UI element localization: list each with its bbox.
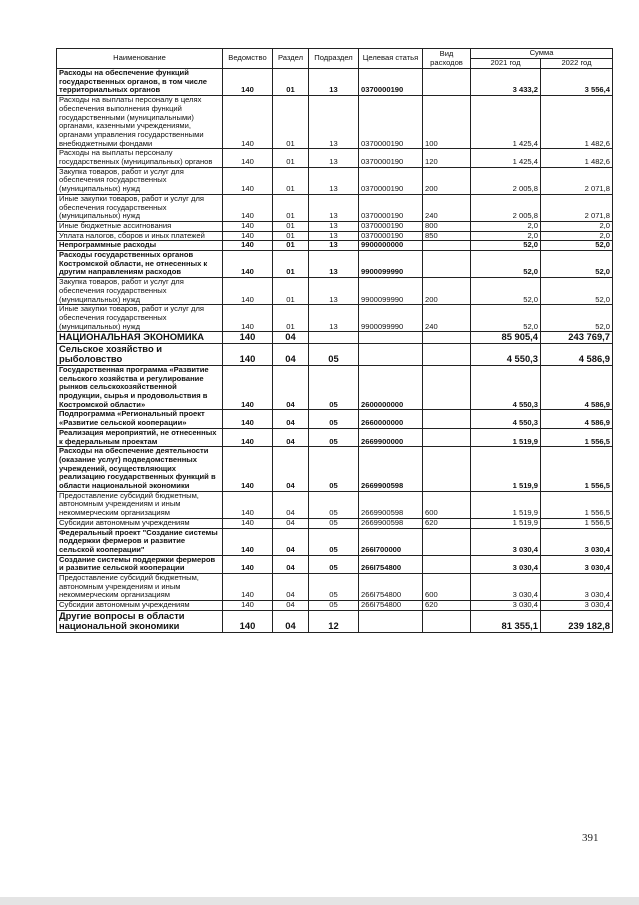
cell-expense-type — [423, 69, 471, 96]
cell-section: 04 — [273, 610, 309, 632]
cell-expense-type — [423, 365, 471, 410]
cell-sum-2021: 52,0 — [471, 278, 541, 305]
cell-sum-2022: 1 556,5 — [541, 447, 613, 492]
header-name: Наименование — [57, 49, 223, 69]
cell-name: Уплата налогов, сборов и иных платежей — [57, 231, 223, 241]
cell-sum-2022: 52,0 — [541, 305, 613, 332]
cell-target-article: 2600000000 — [359, 365, 423, 410]
cell-department: 140 — [223, 231, 273, 241]
cell-name: Закупка товаров, работ и услуг для обеспечения государственных (муниципальных) нужд — [57, 278, 223, 305]
cell-sum-2022: 4 586,9 — [541, 343, 613, 365]
table-row — [57, 555, 613, 573]
cell-expense-type: 240 — [423, 305, 471, 332]
cell-name: Предоставление субсидий бюджетным, автономным учреждениям и иным некоммерческим организациям — [57, 574, 223, 601]
budget-table-container — [56, 48, 612, 633]
cell-target-article — [359, 332, 423, 344]
cell-section: 01 — [273, 231, 309, 241]
cell-target-article: 9900099990 — [359, 251, 423, 278]
cell-name: Подпрограмма «Региональный проект «Развитие сельской кооперации» — [57, 410, 223, 428]
table-row — [57, 518, 613, 528]
cell-name: Расходы государственных органов Костромской области, не отнесенных к другим направлениям расходов — [57, 251, 223, 278]
cell-expense-type: 850 — [423, 231, 471, 241]
table-row — [57, 231, 613, 241]
cell-sum-2022: 4 586,9 — [541, 365, 613, 410]
cell-subsection: 05 — [309, 528, 359, 555]
cell-department: 140 — [223, 167, 273, 194]
cell-department: 140 — [223, 305, 273, 332]
cell-subsection: 13 — [309, 278, 359, 305]
cell-section: 01 — [273, 194, 309, 221]
cell-expense-type: 600 — [423, 574, 471, 601]
cell-sum-2021: 2 005,8 — [471, 167, 541, 194]
cell-section: 04 — [273, 428, 309, 446]
header-section: Раздел — [273, 49, 309, 69]
cell-expense-type — [423, 528, 471, 555]
table-header — [57, 49, 613, 69]
cell-target-article: 2669900598 — [359, 518, 423, 528]
table-row — [57, 149, 613, 167]
cell-target-article: 2669900598 — [359, 447, 423, 492]
cell-section: 04 — [273, 365, 309, 410]
cell-sum-2021: 3 030,4 — [471, 528, 541, 555]
cell-subsection: 05 — [309, 447, 359, 492]
cell-target-article: 0370000190 — [359, 149, 423, 167]
cell-department: 140 — [223, 251, 273, 278]
cell-target-article: 9900000000 — [359, 241, 423, 251]
cell-sum-2022: 239 182,8 — [541, 610, 613, 632]
table-row — [57, 447, 613, 492]
cell-department: 140 — [223, 528, 273, 555]
header-sum: Сумма — [471, 49, 613, 59]
cell-section: 04 — [273, 574, 309, 601]
cell-subsection: 05 — [309, 491, 359, 518]
page-number: 391 — [582, 832, 599, 844]
cell-section: 01 — [273, 96, 309, 149]
cell-subsection: 12 — [309, 610, 359, 632]
cell-section: 04 — [273, 447, 309, 492]
cell-target-article: 2669900598 — [359, 491, 423, 518]
table-row — [57, 194, 613, 221]
cell-department: 140 — [223, 491, 273, 518]
cell-department: 140 — [223, 610, 273, 632]
table-row — [57, 601, 613, 611]
cell-department: 140 — [223, 221, 273, 231]
cell-target-article: 266I754800 — [359, 555, 423, 573]
cell-sum-2021: 1 425,4 — [471, 149, 541, 167]
cell-target-article: 2669900000 — [359, 428, 423, 446]
table-row — [57, 491, 613, 518]
cell-sum-2021: 3 030,4 — [471, 574, 541, 601]
cell-subsection — [309, 332, 359, 344]
cell-expense-type — [423, 410, 471, 428]
scan-edge-shade — [0, 897, 639, 905]
cell-name: Предоставление субсидий бюджетным, автономным учреждениям и иным некоммерческим организациям — [57, 491, 223, 518]
cell-expense-type: 120 — [423, 149, 471, 167]
cell-target-article: 0370000190 — [359, 231, 423, 241]
cell-target-article — [359, 343, 423, 365]
cell-department: 140 — [223, 194, 273, 221]
cell-department: 140 — [223, 428, 273, 446]
table-row — [57, 278, 613, 305]
cell-name: НАЦИОНАЛЬНАЯ ЭКОНОМИКА — [57, 332, 223, 344]
cell-target-article: 0370000190 — [359, 221, 423, 231]
header-year-2022: 2022 год — [541, 59, 613, 69]
cell-sum-2022: 52,0 — [541, 278, 613, 305]
cell-name: Расходы на выплаты персоналу государственных (муниципальных) органов — [57, 149, 223, 167]
cell-sum-2021: 2,0 — [471, 231, 541, 241]
table-row — [57, 241, 613, 251]
cell-sum-2022: 2 071,8 — [541, 167, 613, 194]
header-target-article: Целевая статья — [359, 49, 423, 69]
cell-name: Федеральный проект "Создание системы поддержки фермеров и развитие сельской кооперации" — [57, 528, 223, 555]
cell-section: 04 — [273, 410, 309, 428]
cell-department: 140 — [223, 96, 273, 149]
cell-section: 01 — [273, 241, 309, 251]
cell-sum-2021: 4 550,3 — [471, 410, 541, 428]
cell-department: 140 — [223, 332, 273, 344]
cell-name: Иные закупки товаров, работ и услуг для обеспечения государственных (муниципальных) нужд — [57, 194, 223, 221]
cell-sum-2021: 2 005,8 — [471, 194, 541, 221]
table-row — [57, 343, 613, 365]
cell-sum-2022: 3 030,4 — [541, 601, 613, 611]
cell-subsection: 05 — [309, 518, 359, 528]
cell-target-article: 0370000190 — [359, 96, 423, 149]
cell-sum-2021: 52,0 — [471, 305, 541, 332]
cell-sum-2021: 1 519,9 — [471, 491, 541, 518]
cell-name: Иные бюджетные ассигнования — [57, 221, 223, 231]
cell-expense-type: 620 — [423, 601, 471, 611]
cell-subsection: 05 — [309, 428, 359, 446]
cell-sum-2021: 3 433,2 — [471, 69, 541, 96]
cell-name: Реализация мероприятий, не отнесенных к федеральным проектам — [57, 428, 223, 446]
cell-sum-2022: 3 030,4 — [541, 528, 613, 555]
table-row — [57, 96, 613, 149]
cell-expense-type: 200 — [423, 278, 471, 305]
table-row — [57, 251, 613, 278]
cell-target-article: 2660000000 — [359, 410, 423, 428]
table-row — [57, 428, 613, 446]
cell-subsection: 05 — [309, 555, 359, 573]
table-row — [57, 332, 613, 344]
cell-sum-2022: 52,0 — [541, 251, 613, 278]
cell-name: Сельское хозяйство и рыболовство — [57, 343, 223, 365]
header-expense-type: Вид расходов — [423, 49, 471, 69]
cell-expense-type — [423, 343, 471, 365]
cell-subsection: 05 — [309, 601, 359, 611]
table-row — [57, 410, 613, 428]
cell-department: 140 — [223, 278, 273, 305]
cell-target-article: 9900099990 — [359, 278, 423, 305]
table-row — [57, 69, 613, 96]
cell-section: 04 — [273, 601, 309, 611]
cell-sum-2022: 2 071,8 — [541, 194, 613, 221]
cell-target-article — [359, 610, 423, 632]
header-department: Ведомство — [223, 49, 273, 69]
cell-section: 01 — [273, 167, 309, 194]
cell-expense-type — [423, 332, 471, 344]
cell-sum-2021: 4 550,3 — [471, 343, 541, 365]
cell-department: 140 — [223, 69, 273, 96]
cell-subsection: 13 — [309, 231, 359, 241]
cell-expense-type: 600 — [423, 491, 471, 518]
cell-sum-2022: 1 482,6 — [541, 149, 613, 167]
cell-sum-2021: 2,0 — [471, 221, 541, 231]
cell-department: 140 — [223, 447, 273, 492]
cell-expense-type — [423, 610, 471, 632]
cell-expense-type — [423, 241, 471, 251]
cell-sum-2022: 3 030,4 — [541, 555, 613, 573]
cell-expense-type — [423, 428, 471, 446]
cell-sum-2021: 3 030,4 — [471, 555, 541, 573]
cell-sum-2022: 1 482,6 — [541, 96, 613, 149]
cell-department: 140 — [223, 555, 273, 573]
cell-section: 01 — [273, 305, 309, 332]
cell-expense-type: 620 — [423, 518, 471, 528]
cell-sum-2021: 1 519,9 — [471, 447, 541, 492]
cell-target-article: 266I700000 — [359, 528, 423, 555]
header-subsection: Подраздел — [309, 49, 359, 69]
cell-name: Создание системы поддержки фермеров и развитие сельской кооперации — [57, 555, 223, 573]
table-row — [57, 305, 613, 332]
cell-sum-2022: 1 556,5 — [541, 491, 613, 518]
cell-expense-type — [423, 251, 471, 278]
cell-name: Субсидии автономным учреждениям — [57, 518, 223, 528]
cell-expense-type: 240 — [423, 194, 471, 221]
cell-name: Другие вопросы в области национальной экономики — [57, 610, 223, 632]
cell-section: 04 — [273, 332, 309, 344]
cell-sum-2022: 3 030,4 — [541, 574, 613, 601]
cell-subsection: 05 — [309, 574, 359, 601]
table-row — [57, 610, 613, 632]
cell-section: 01 — [273, 221, 309, 231]
cell-department: 140 — [223, 343, 273, 365]
cell-expense-type: 100 — [423, 96, 471, 149]
cell-subsection: 13 — [309, 251, 359, 278]
cell-sum-2022: 4 586,9 — [541, 410, 613, 428]
cell-subsection: 13 — [309, 241, 359, 251]
cell-sum-2022: 2,0 — [541, 231, 613, 241]
cell-name: Закупка товаров, работ и услуг для обеспечения государственных (муниципальных) нужд — [57, 167, 223, 194]
cell-section: 04 — [273, 491, 309, 518]
cell-section: 04 — [273, 343, 309, 365]
cell-subsection: 13 — [309, 167, 359, 194]
cell-department: 140 — [223, 518, 273, 528]
cell-section: 04 — [273, 518, 309, 528]
cell-department: 140 — [223, 241, 273, 251]
cell-sum-2022: 2,0 — [541, 221, 613, 231]
cell-department: 140 — [223, 410, 273, 428]
cell-target-article: 9900099990 — [359, 305, 423, 332]
cell-sum-2022: 52,0 — [541, 241, 613, 251]
table-row — [57, 167, 613, 194]
cell-section: 04 — [273, 555, 309, 573]
cell-sum-2022: 3 556,4 — [541, 69, 613, 96]
cell-sum-2021: 3 030,4 — [471, 601, 541, 611]
cell-subsection: 13 — [309, 149, 359, 167]
cell-name: Иные закупки товаров, работ и услуг для обеспечения государственных (муниципальных) нужд — [57, 305, 223, 332]
cell-sum-2021: 81 355,1 — [471, 610, 541, 632]
cell-subsection: 13 — [309, 194, 359, 221]
cell-department: 140 — [223, 574, 273, 601]
cell-department: 140 — [223, 149, 273, 167]
cell-name: Субсидии автономным учреждениям — [57, 601, 223, 611]
cell-target-article: 0370000190 — [359, 69, 423, 96]
cell-subsection: 13 — [309, 305, 359, 332]
cell-section: 01 — [273, 251, 309, 278]
cell-sum-2021: 1 519,9 — [471, 518, 541, 528]
cell-sum-2021: 1 425,4 — [471, 96, 541, 149]
cell-target-article: 0370000190 — [359, 167, 423, 194]
cell-subsection: 13 — [309, 69, 359, 96]
header-year-2021: 2021 год — [471, 59, 541, 69]
table-row — [57, 365, 613, 410]
budget-table — [56, 48, 613, 633]
cell-section: 01 — [273, 278, 309, 305]
cell-section: 01 — [273, 149, 309, 167]
table-row — [57, 528, 613, 555]
cell-sum-2021: 85 905,4 — [471, 332, 541, 344]
table-body — [57, 69, 613, 633]
cell-name: Расходы на обеспечение деятельности (оказание услуг) подведомственных учреждений, осуществляющих реализацию государственных функций в области национальной экономики — [57, 447, 223, 492]
cell-target-article: 266I754800 — [359, 574, 423, 601]
table-row — [57, 221, 613, 231]
cell-name: Расходы на обеспечение функций государственных органов, в том числе территориальных органов — [57, 69, 223, 96]
cell-sum-2021: 52,0 — [471, 251, 541, 278]
cell-sum-2022: 1 556,5 — [541, 518, 613, 528]
cell-name: Непрограммные расходы — [57, 241, 223, 251]
cell-sum-2021: 4 550,3 — [471, 365, 541, 410]
cell-expense-type: 800 — [423, 221, 471, 231]
cell-target-article: 266I754800 — [359, 601, 423, 611]
cell-subsection: 13 — [309, 221, 359, 231]
cell-name: Расходы на выплаты персоналу в целях обеспечения выполнения функций государственными (муниципальными) органами, казенными учреждениями, органами управления государственными внебюджетными фондами — [57, 96, 223, 149]
table-row — [57, 574, 613, 601]
cell-department: 140 — [223, 601, 273, 611]
cell-name: Государственная программа «Развитие сельского хозяйства и регулирование рынков сельскохозяйственной продукции, сырья и продовольствия в Костромской области» — [57, 365, 223, 410]
cell-section: 01 — [273, 69, 309, 96]
cell-subsection: 05 — [309, 365, 359, 410]
cell-expense-type — [423, 555, 471, 573]
cell-subsection: 05 — [309, 343, 359, 365]
cell-sum-2022: 243 769,7 — [541, 332, 613, 344]
cell-target-article: 0370000190 — [359, 194, 423, 221]
cell-subsection: 13 — [309, 96, 359, 149]
cell-sum-2021: 1 519,9 — [471, 428, 541, 446]
cell-section: 04 — [273, 528, 309, 555]
cell-department: 140 — [223, 365, 273, 410]
cell-expense-type — [423, 447, 471, 492]
cell-subsection: 05 — [309, 410, 359, 428]
cell-expense-type: 200 — [423, 167, 471, 194]
cell-sum-2021: 52,0 — [471, 241, 541, 251]
cell-sum-2022: 1 556,5 — [541, 428, 613, 446]
